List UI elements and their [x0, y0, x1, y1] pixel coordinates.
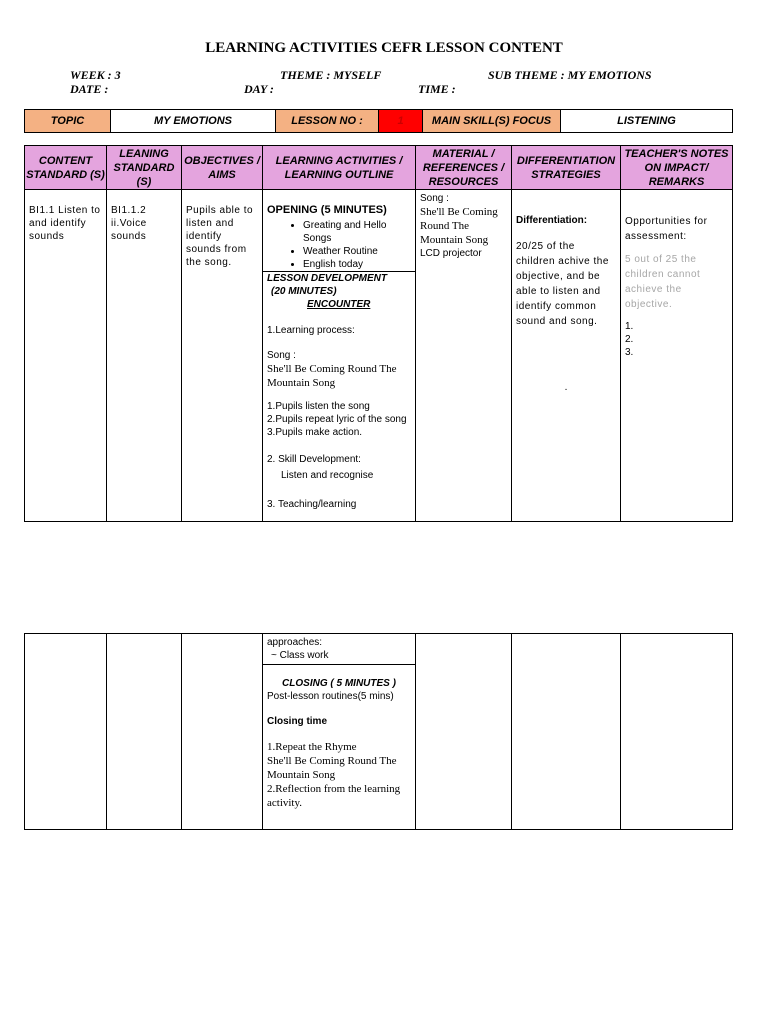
week-field: WEEK : 3: [70, 68, 121, 82]
lesson-table-part2: [24, 633, 733, 830]
header-activities: LEARNING ACTIVITIES / LEARNING OUTLINE: [263, 146, 416, 190]
learning-standard-code: BI1.1.2: [111, 205, 147, 216]
notes-list-1: 1.: [625, 321, 634, 332]
empty-cell: [512, 634, 621, 830]
material-lcd: LCD projector: [420, 248, 482, 259]
day-field: DAY :: [244, 82, 274, 96]
differentiation-cell: [512, 190, 621, 522]
reflection: 2.Reflection from the learning activity.: [267, 783, 401, 809]
closing-time: Closing time: [267, 716, 328, 727]
notes-heading: Opportunities for assessment:: [625, 216, 708, 242]
learning-process: 1.Learning process:: [267, 325, 355, 336]
header-notes: TEACHER'S NOTES ON IMPACT/ REMARKS: [621, 146, 733, 190]
differentiation-heading: Differentiation:: [516, 215, 588, 226]
differentiation-text: 20/25 of the children achive the objective, and be able to listen and identify common sound and song.: [516, 241, 609, 327]
list-item: • English today: [303, 258, 411, 271]
list-item: • Greating and Hello Songs: [303, 219, 411, 245]
approaches: approaches:: [267, 637, 323, 648]
encounter-heading: ENCOUNTER: [307, 299, 371, 310]
step-2: 2.Pupils repeat lyric of the song: [267, 414, 407, 425]
topic-table: [24, 109, 733, 133]
song-label: Song :: [267, 350, 296, 361]
content-standard-cell: BI1.1 Listen to and identify sounds: [25, 190, 107, 522]
differentiation-dot: .: [564, 382, 568, 393]
date-field: DATE :: [70, 82, 109, 96]
theme-field: THEME : MYSELF: [280, 68, 382, 82]
empty-cell: [107, 634, 182, 830]
empty-cell: [416, 634, 512, 830]
material-cell: [416, 190, 512, 522]
closing-section: [263, 664, 415, 810]
lesson-label: LESSON NO :: [276, 110, 379, 133]
time-field: TIME :: [418, 82, 456, 96]
song-title: She'll Be Coming Round The Mountain Song: [267, 363, 397, 389]
class-work: ~ Class work: [271, 650, 329, 661]
notes-list-2: 2.: [625, 334, 634, 345]
skill-development: 2. Skill Development:: [267, 454, 361, 465]
empty-cell: [25, 634, 107, 830]
topic-value: MY EMOTIONS: [111, 110, 276, 133]
activities-cell-continued: [263, 634, 416, 830]
page-title: LEARNING ACTIVITIES CEFR LESSON CONTENT: [205, 40, 563, 56]
material-song-title: She'll Be Coming Round The Mountain Song: [420, 206, 498, 246]
empty-cell: [182, 634, 263, 830]
header-material: MATERIAL / REFERENCES / RESOURCES: [416, 146, 512, 190]
learning-standard-text: ii.Voice sounds: [111, 218, 147, 242]
teaching-learning: 3. Teaching/learning: [267, 499, 357, 510]
notes-list-3: 3.: [625, 347, 634, 358]
dev-duration: (20 MINUTES): [271, 286, 337, 297]
notes-cell: [621, 190, 733, 522]
header-content-standard: CONTENT STANDARD (S): [25, 146, 107, 190]
post-lesson-routines: Post-lesson routines(5 mins): [267, 691, 394, 702]
header-objectives: OBJECTIVES / AIMS: [182, 146, 263, 190]
topic-label: TOPIC: [25, 110, 111, 133]
lesson-table-part1: [24, 145, 733, 522]
lesson-development-section: [263, 271, 415, 511]
step-1: 1.Pupils listen the song: [267, 401, 370, 412]
repeat-rhyme: 1.Repeat the Rhyme: [267, 741, 357, 753]
opening-list: [267, 219, 411, 271]
learning-standard-cell: [107, 190, 182, 522]
closing-heading: CLOSING ( 5 MINUTES ): [282, 678, 396, 689]
dev-heading: LESSON DEVELOPMENT: [267, 273, 388, 284]
sub-theme-field: SUB THEME : MY EMOTIONS: [488, 68, 652, 82]
list-item: • Weather Routine: [303, 245, 411, 258]
header-leaning-standard: LEANING STANDARD (S): [107, 146, 182, 190]
skill-value: LISTENING: [561, 110, 733, 133]
material-song-label: Song :: [420, 193, 449, 204]
skill-label: MAIN SKILL(S) FOCUS: [423, 110, 561, 133]
step-3: 3.Pupils make action.: [267, 427, 363, 438]
skill-development-detail: Listen and recognise: [281, 470, 374, 481]
objectives-cell: Pupils able to listen and identify sounds from the song.: [182, 190, 263, 522]
activities-cell: [263, 190, 416, 522]
header-differentiation: DIFFERENTIATION STRATEGIES: [512, 146, 621, 190]
repeat-song-title: She'll Be Coming Round The Mountain Song: [267, 755, 397, 781]
notes-grey-text: 5 out of 25 the children cannot achieve the objective.: [625, 254, 701, 310]
lesson-value: 1: [379, 110, 423, 133]
opening-heading: OPENING (5 MINUTES): [267, 204, 387, 216]
empty-cell: [621, 634, 733, 830]
